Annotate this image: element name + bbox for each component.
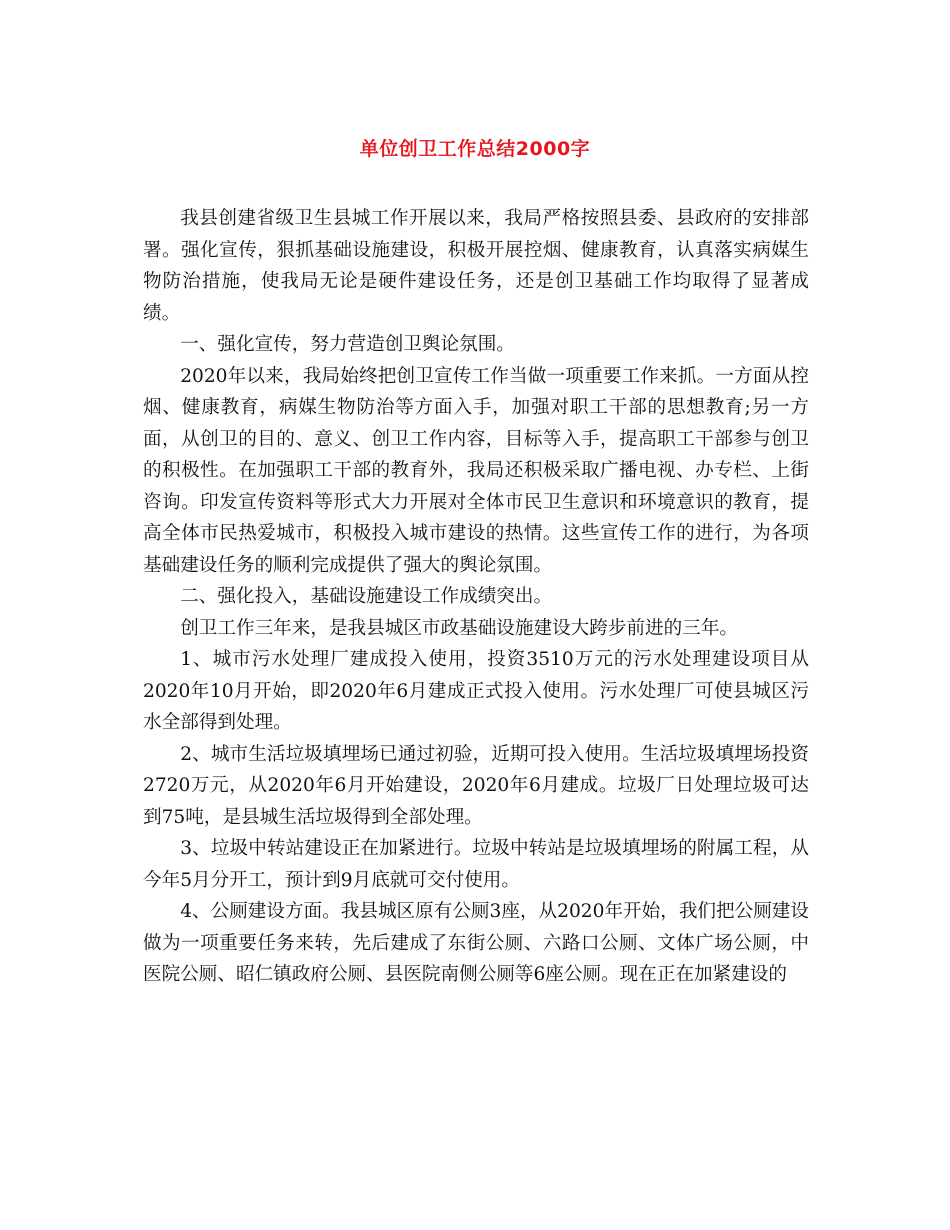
paragraph-item-4: 4、公厕建设方面。我县城区原有公厕3座，从2020年开始，我们把公厕建设做为一项重要任务来转，先后建成了东街公厕、六路口公厕、文体广场公厕，中医院公厕、昭仁镇政府公厕、县医院南侧公厕等6座公厕。现在正在加紧建设的: [143, 901, 809, 985]
document-title: 单位创卫工作总结2000字: [359, 138, 591, 160]
heading-section-1: 一、强化宣传，努力营造创卫舆论氛围。: [180, 334, 515, 355]
heading-section-2: 二、强化投入，基础设施建设工作成绩突出。: [180, 586, 553, 607]
paragraph-section-2-intro: 创卫工作三年来，是我县城区市政基础设施建设大跨步前进的三年。: [180, 617, 739, 639]
paragraph-intro: 我县创建省级卫生县城工作开展以来，我局严格按照县委、县政府的安排部署。强化宣传，狠抓基础设施建设，积极开展控烟、健康教育，认真落实病媒生物防治措施，使我局无论是硬件建设任务，还是创卫基础工作均取得了显著成绩。: [143, 208, 809, 324]
paragraph-item-3: 3、垃圾中转站建设正在加紧进行。垃圾中转站是垃圾填埋场的附属工程，从今年5月分开工，预计到9月底就可交付使用。: [143, 838, 809, 891]
document-body: [143, 203, 809, 991]
paragraph-item-2: 2、城市生活垃圾填埋场已通过初验，近期可投入使用。生活垃圾填埋场投资2720万元，从2020年6月开始建设，2020年6月建成。垃圾厂日处理垃圾可达到75吨，是县城生活垃圾得到全部处理。: [143, 743, 809, 828]
paragraph-section-1: 2020年以来，我局始终把创卫宣传工作当做一项重要工作来抓。一方面从控烟、健康教育，病媒生物防治等方面入手，加强对职工干部的思想教育;另一方面，从创卫的目的、意义、创卫工作内容，目标等入手，提高职工干部参与创卫的积极性。在加强职工干部的教育外，我局还积极采取广播电视、办专栏、上街咨询。印发宣传资料等形式大力开展对全体市民卫生意识和环境意识的教育，提高全体市民热爱城市，积极投入城市建设的热情。这些宣传工作的进行，为各项基础建设任务的顺利完成提供了强大的舆论氛围。: [143, 365, 809, 576]
paragraph-item-1: 1、城市污水处理厂建成投入使用，投资3510万元的污水处理建设项目从2020年10月开始，即2020年6月建成正式投入使用。污水处理厂可使县城区污水全部得到处理。: [143, 649, 809, 733]
